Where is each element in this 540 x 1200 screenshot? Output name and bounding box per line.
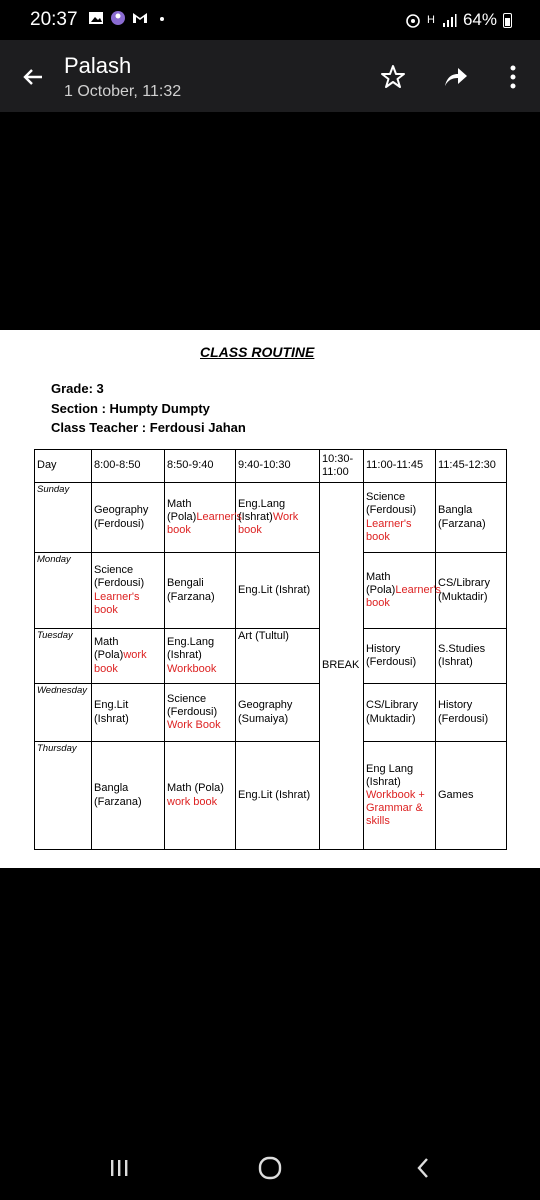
table-row: [35, 483, 507, 553]
period-cell: Science (Ferdousi) Learner's book: [92, 553, 165, 629]
day-cell: Tuesday: [35, 629, 92, 684]
table-row: [35, 684, 507, 742]
day-cell: Monday: [35, 553, 92, 629]
back-icon[interactable]: [408, 1153, 438, 1183]
header-cell: 8:00-8:50: [92, 450, 165, 483]
teacher-label: Class Teacher : Ferdousi Jahan: [51, 420, 246, 435]
day-cell: Wednesday: [35, 684, 92, 742]
period-cell: CS/Library (Muktadir): [436, 553, 507, 629]
gmail-icon: [132, 10, 148, 26]
grade-label: Grade: 3: [51, 381, 104, 396]
period-cell: Eng.Lit (Ishrat): [236, 553, 320, 629]
routine-table: [34, 449, 507, 850]
period-cell: History (Ferdousi): [436, 684, 507, 742]
header-cell: Day: [35, 450, 92, 483]
period-cell: Math (Pola)Learner's book: [165, 483, 236, 553]
more-icon[interactable]: [498, 62, 528, 92]
period-cell: Art (Tultul): [236, 629, 320, 684]
sent-date: 1 October, 11:32: [64, 83, 182, 100]
header-cell: 10:30- 11:00: [320, 450, 364, 483]
period-cell: Geography (Ferdousi): [92, 483, 165, 553]
header-cell: 9:40-10:30: [236, 450, 320, 483]
navigation-bar: [0, 1135, 540, 1200]
dot-icon: [154, 10, 170, 26]
period-cell: Math (Pola) work book: [165, 742, 236, 850]
alarm-icon: [405, 12, 421, 28]
day-cell: Thursday: [35, 742, 92, 850]
period-cell: Bangla (Farzana): [436, 483, 507, 553]
gallery-icon: [88, 10, 104, 26]
table-row: [35, 553, 507, 629]
app-bar: [0, 40, 540, 112]
table-header-row: [35, 450, 507, 483]
back-arrow-icon[interactable]: [18, 62, 48, 92]
period-cell: Math (Pola)Learner's book: [364, 553, 436, 629]
battery-icon: [503, 13, 512, 28]
share-icon[interactable]: [440, 62, 470, 92]
avatar-icon: [110, 10, 126, 26]
battery-level: 64%: [462, 10, 497, 29]
period-cell: Eng.Lang (Ishrat)Work book: [236, 483, 320, 553]
status-bar: [0, 0, 540, 40]
routine-title: CLASS ROUTINE: [200, 344, 315, 360]
period-cell: Eng.Lit (Ishrat): [92, 684, 165, 742]
notification-icons: [88, 10, 170, 26]
period-cell: History (Ferdousi): [364, 629, 436, 684]
header-cell: 11:00-11:45: [364, 450, 436, 483]
network-type: H: [427, 14, 435, 26]
star-icon[interactable]: [378, 62, 408, 92]
period-cell: Bengali (Farzana): [165, 553, 236, 629]
period-cell: Eng Lang (Ishrat) Workbook + Grammar & skills: [364, 742, 436, 850]
home-icon[interactable]: [255, 1153, 285, 1183]
break-cell: BREAK: [320, 483, 364, 850]
period-cell: Eng.Lang (Ishrat) Workbook: [165, 629, 236, 684]
header-cell: 8:50-9:40: [165, 450, 236, 483]
period-cell: Bangla (Farzana): [92, 742, 165, 850]
system-icons: [405, 10, 512, 30]
section-label: Section : Humpty Dumpty: [51, 401, 210, 416]
header-cell: 11:45-12:30: [436, 450, 507, 483]
period-cell: Games: [436, 742, 507, 850]
table-row: [35, 742, 507, 850]
period-cell: Science (Ferdousi) Learner's book: [364, 483, 436, 553]
day-cell: Sunday: [35, 483, 92, 553]
status-time: 20:37: [30, 9, 78, 30]
recents-icon[interactable]: [104, 1153, 134, 1183]
sender-name: Palash: [64, 53, 132, 78]
period-cell: Science (Ferdousi) Work Book: [165, 684, 236, 742]
routine-image[interactable]: [0, 330, 540, 868]
period-cell: S.Studies (Ishrat): [436, 629, 507, 684]
table-row: [35, 629, 507, 684]
signal-icon: [441, 12, 457, 28]
period-cell: Math (Pola)work book: [92, 629, 165, 684]
period-cell: Eng.Lit (Ishrat): [236, 742, 320, 850]
period-cell: CS/Library (Muktadir): [364, 684, 436, 742]
period-cell: Geography (Sumaiya): [236, 684, 320, 742]
